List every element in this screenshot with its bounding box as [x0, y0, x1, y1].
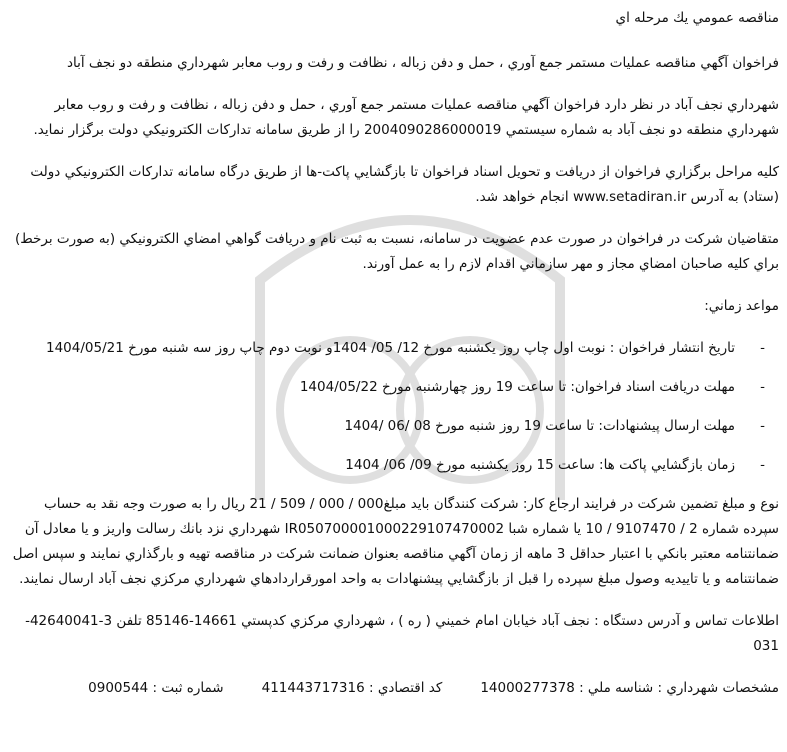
contact-paragraph: اطلاعات تماس و آدرس دستگاه : نجف آباد خيابان امام خميني ( ره ) ، شهرداري مركزي كدپستي 14661-85146 تلفن 3-42640041-031	[25, 613, 779, 654]
municipality-specs	[6, 676, 779, 701]
guarantee-paragraph: نوع و مبلغ تضمين شركت در فرايند ارجاع كار: شركت كنندگان بايد مبلغ000 / 000 / 509 / 21 ريال را به صورت وجه نقد به حساب سپرده شماره 2 / 9107470 / 10 يا شماره شبا IR050700001000229107470002 شهرداري نزد بانك رسالت واريز و يا معادل آن ضمانتنامه معتبر بانكي با اعتبار حداقل 3 ماهه از زمان آگهي مناقصه بعنوان ضمانت شركت در مناقصه تهيه و بارگذاري نمايند و سپس اصل ضمانتنامه و يا تاييديه وصول مبلغ سپرده را قبل از بازگشايي پيشنهادات به واحد امورقراردادهاي شهرداري مركزي نجف آباد ارسال نمايند.	[12, 496, 779, 587]
schedule-item-text: زمان بازگشايي پاكت ها: ساعت 15 روز يكشنبه مورخ 09/ 06/ 1404	[345, 457, 735, 473]
schedule-item-text: مهلت دريافت اسناد فراخوان: تا ساعت 19 روز چهارشنبه مورخ 1404/05/22	[299, 379, 735, 395]
schedule-item: - تاريخ انتشار فراخوان : نوبت اول چاپ روز يكشنبه مورخ 12/ 05/ 1404و نوبت دوم چاپ روز سه شنبه مورخ 1404/05/21	[46, 340, 765, 356]
economic-code: كد اقتصادي : 411443717316	[261, 680, 443, 696]
schedule-item: - مهلت دريافت اسناد فراخوان: تا ساعت 19 روز چهارشنبه مورخ 1404/05/22	[299, 379, 765, 395]
intro-paragraph: شهرداري نجف آباد در نظر دارد فراخوان آگهي مناقصه عمليات مستمر جمع آوري ، حمل و دفن زباله ، نظافت و رفت و روب معابر شهرداري منطقه دو نجف آباد به شماره سيستمي 2004090286000019 را از طريق سامانه تداركات الكترونيكي دولت برگزار نمايد.	[33, 97, 779, 138]
schedule-item-text: تاريخ انتشار فراخوان : نوبت اول چاپ روز يكشنبه مورخ 12/ 05/ 1404و نوبت دوم چاپ روز سه شنبه مورخ 1404/05/21	[46, 340, 735, 356]
stages-paragraph: كليه مراحل برگزاري فراخوان از دريافت و تحويل اسناد فراخوان تا بازگشايي پاكت-ها از طريق درگاه سامانه تداركات الكترونيكي دولت (ستاد) به آدرس www.setadiran.ir انجام خواهد شد.	[30, 164, 779, 205]
national-id: مشخصات شهرداري : شناسه ملي : 14000277378	[480, 680, 779, 696]
registration-number: شماره ثبت : 0900544	[88, 680, 224, 696]
tender-notice	[6, 6, 779, 718]
schedule-list	[6, 336, 779, 478]
notice-headline: فراخوان آگهي مناقصه عمليات مستمر جمع آوري ، حمل و دفن زباله ، نظافت و رفت و روب معابر شهرداري منطقه دو نجف آباد	[66, 55, 779, 71]
schedule-item: - زمان بازگشايي پاكت ها: ساعت 15 روز يكشنبه مورخ 09/ 06/ 1404	[345, 457, 765, 473]
schedule-item: - مهلت ارسال پيشنهادات: تا ساعت 19 روز شنبه مورخ 08 /06 /1404	[344, 418, 765, 434]
applicants-paragraph: متقاضيان شركت در فراخوان در صورت عدم عضويت در سامانه، نسبت به ثبت نام و دريافت گواهي امضاي الكترونيكي (به صورت برخط) براي كليه صاحبان امضاي مجاز و مهر سازماني اقدام لازم را به عمل آورند.	[14, 231, 779, 272]
schedule-heading: مواعد زماني:	[704, 298, 779, 314]
schedule-item-text: مهلت ارسال پيشنهادات: تا ساعت 19 روز شنبه مورخ 08 /06 /1404	[344, 418, 735, 434]
notice-title: مناقصه عمومي يك مرحله اي	[615, 10, 779, 26]
